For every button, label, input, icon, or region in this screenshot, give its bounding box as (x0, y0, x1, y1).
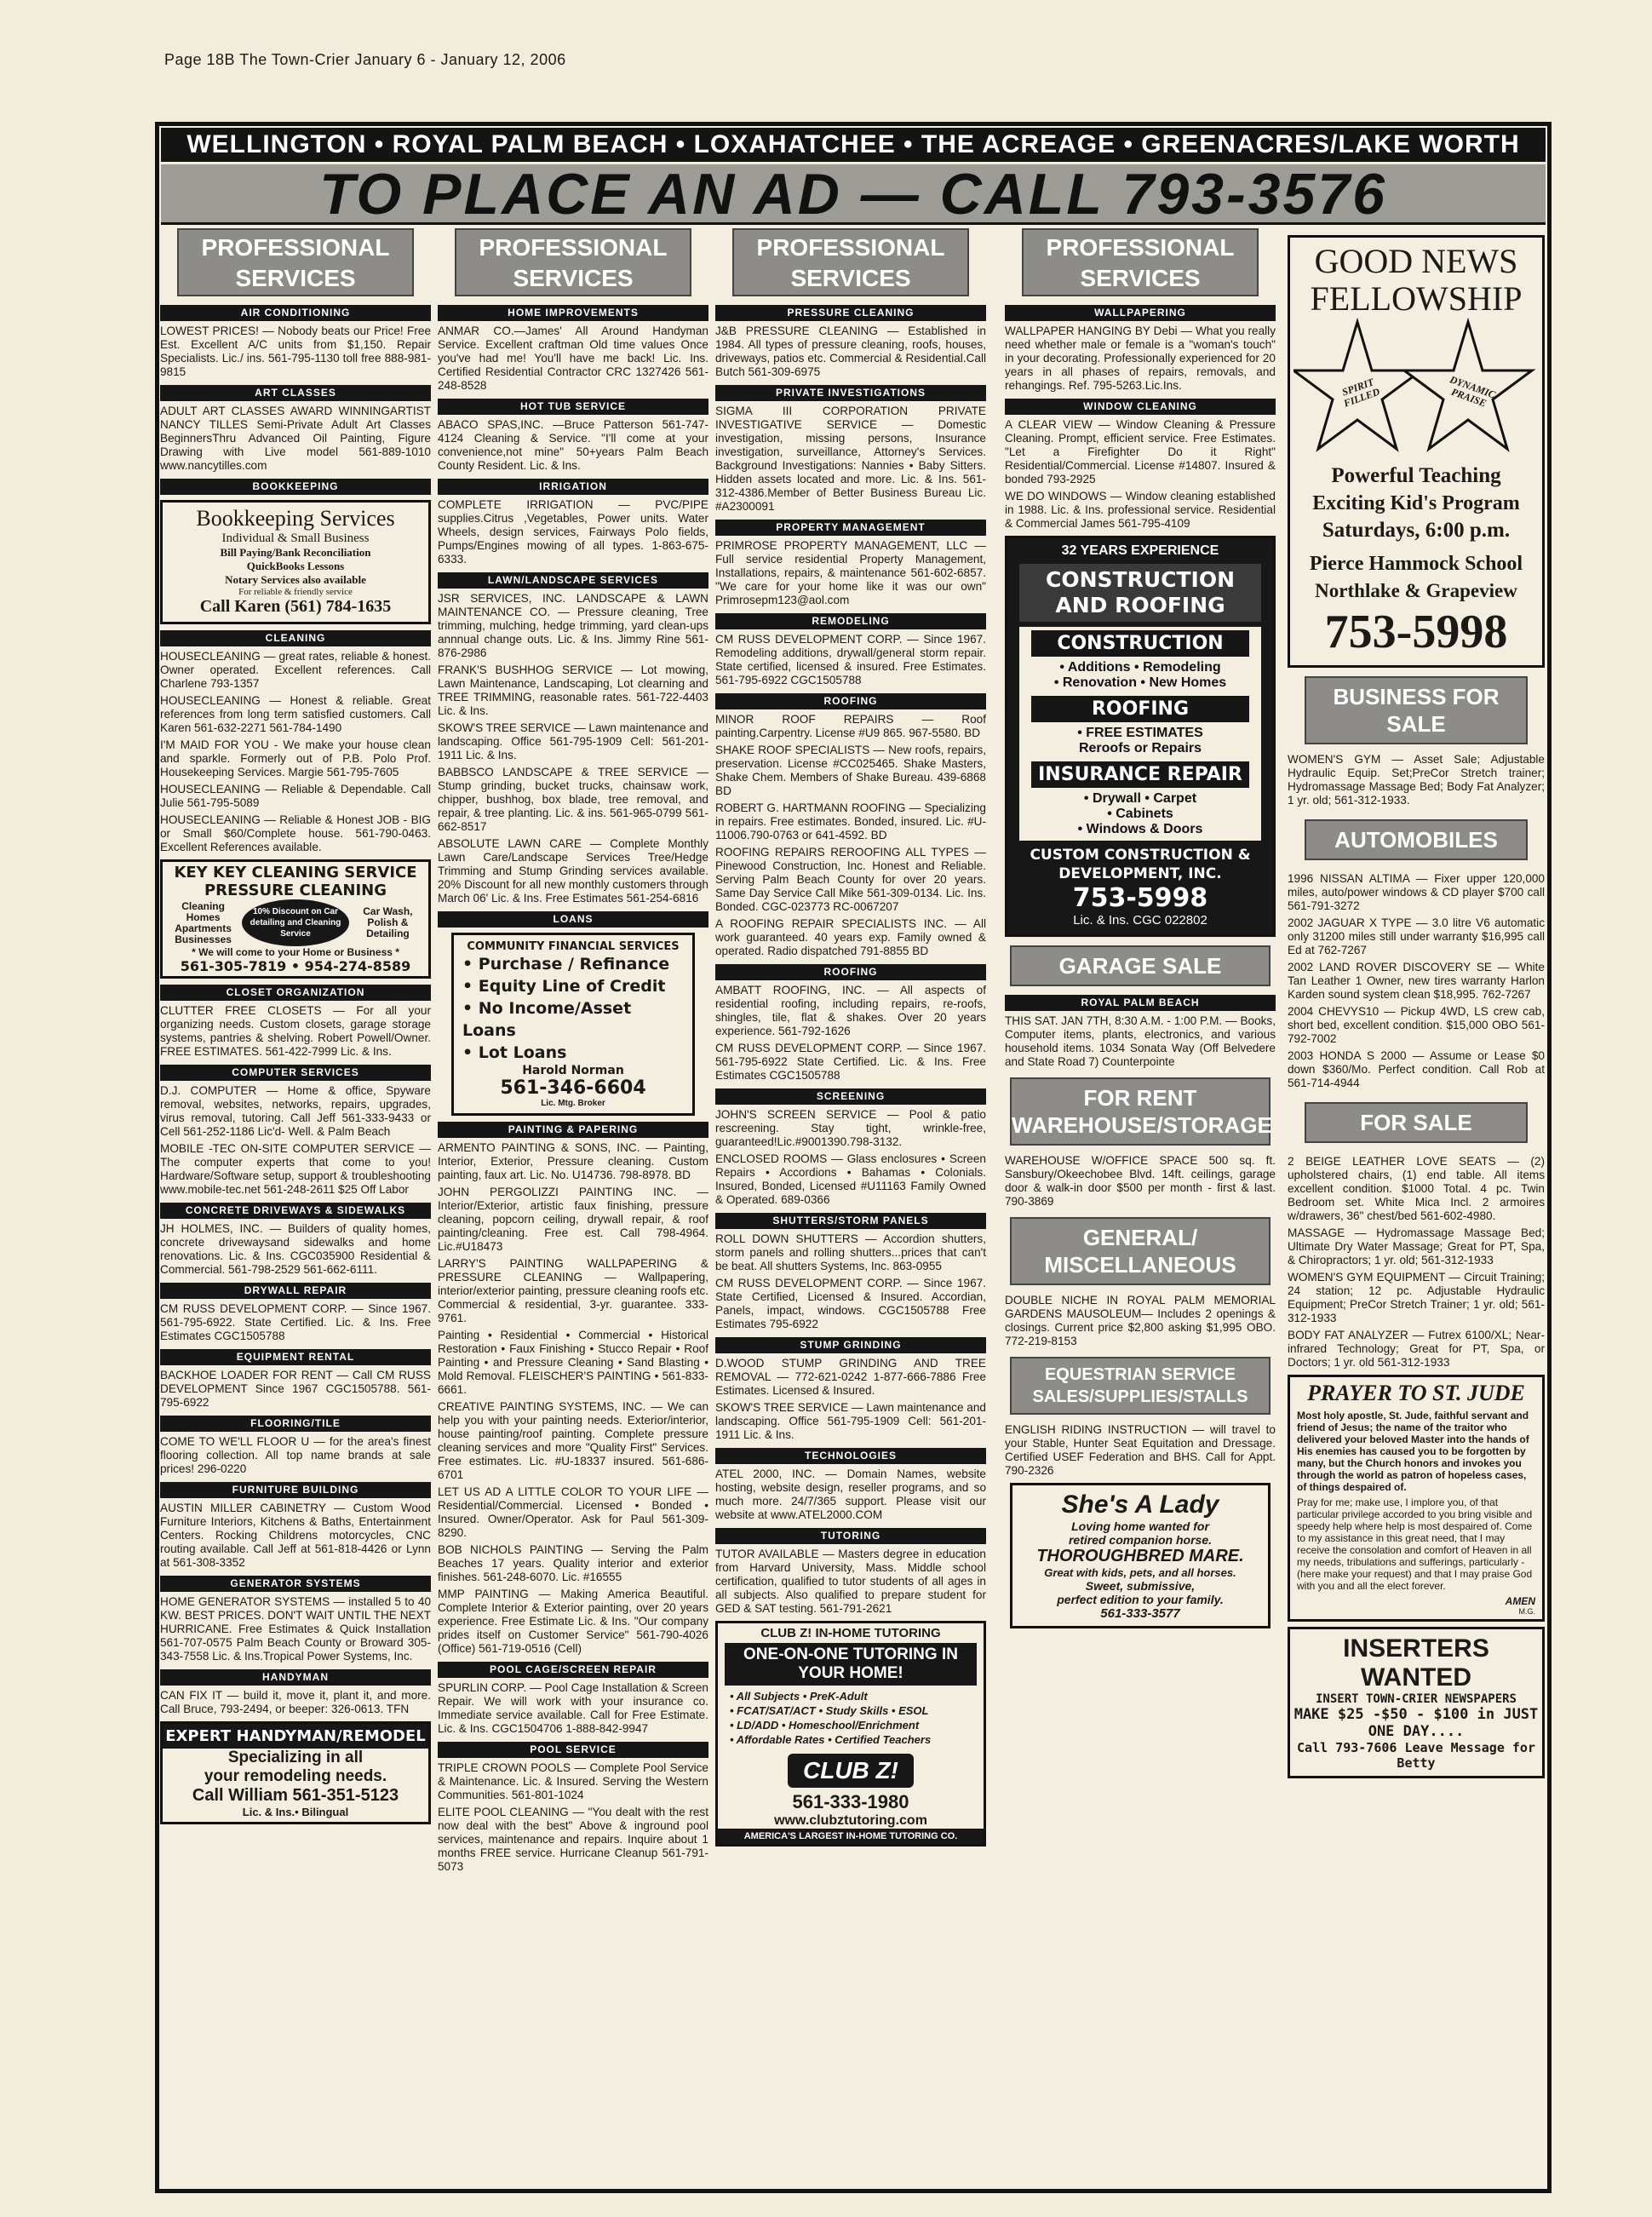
star-icon (1293, 318, 1540, 462)
classified-ad: CLUTTER FREE CLOSETS — For all your organizing needs. Custom closets, garage storage systems, pantries & shelving. Robert Powell/Owner. FREE ESTIMATES. 561-422-7999 Lic. & Ins. (160, 1004, 431, 1058)
section-heading: WINDOW CLEANING (1005, 399, 1276, 415)
section-heading: SHUTTERS/STORM PANELS (715, 1213, 986, 1229)
ad-website: www.clubztutoring.com (774, 1813, 927, 1828)
classified-ad: JH HOLMES, INC. — Builders of quality homes, concrete drivewaysand sidewalks and home renovations. Lic. & Ins. CGC035900 Residential & Commercial. 561-798-2529 561-662-6111. (160, 1222, 431, 1276)
section-heading: TUTORING (715, 1528, 986, 1544)
ad-line: Northlake & Grapeview (1315, 580, 1517, 601)
column-4 (1005, 228, 1276, 2187)
club-z-logo: CLUB Z! (788, 1754, 914, 1788)
professional-services-banner: PROFESSIONAL SERVICES (177, 228, 414, 296)
classified-ad: WALLPAPER HANGING BY Debi — What you really need whether male or female is a "woman's touch" in your decorating. Professionally experienced for 20 years in all phases of repairs, removals, and rehangings. Ref. 795-5263.Lic.Ins. (1005, 325, 1276, 392)
ad-line: • Equity Line of Credit (462, 977, 666, 996)
section-heading: SCREENING (715, 1088, 986, 1105)
section-heading: STUMP GRINDING (715, 1337, 986, 1353)
section-heading: FURNITURE BUILDING (160, 1482, 431, 1498)
section-heading: HANDYMAN (160, 1669, 431, 1686)
equestrian-banner: EQUESTRIAN SERVICE SALES/SUPPLIES/STALLS (1010, 1357, 1271, 1415)
inserters-wanted-ad (1288, 1627, 1545, 1778)
ad-line: Call 793-7606 Leave Message for Betty (1297, 1740, 1535, 1771)
classified-ad: MASSAGE — Hydromassage Massage Bed; Ultimate Dry Water Massage; Great for PT, Spa, & Chiropractors; 1 yr. old; 561-312-1933 (1288, 1226, 1545, 1266)
classified-ad: CAN FIX IT — build it, move it, plant it, and more. Call Bruce, 793-2494, or beeper: 326-0613. TFN (160, 1689, 431, 1715)
classified-ad: ELITE POOL CLEANING — "You dealt with the rest now deal with the best" Above & inground pool services, maintenance and repairs. Inquire about 1 months FREE service. Hurricane Cleanup 561-791-5073 (438, 1806, 708, 1873)
column-1 (160, 228, 431, 2187)
section-heading: CLOSET ORGANIZATION (160, 985, 431, 1001)
ad-line: • Windows & Doors (1077, 822, 1203, 836)
column-3 (715, 228, 986, 2187)
prayer-st-jude-ad (1288, 1375, 1545, 1622)
ad-heading: CONSTRUCTION (1031, 630, 1249, 657)
section-heading: DRYWALL REPAIR (160, 1283, 431, 1299)
classified-ad: D.WOOD STUMP GRINDING AND TREE REMOVAL — 772-621-0242 1-877-666-7886 Free Estimates. Licensed & Insured. (715, 1357, 986, 1397)
ad-line: Specializing in all (227, 1749, 364, 1766)
section-heading: IRRIGATION (438, 479, 708, 495)
ad-title: INSERTERS (1343, 1634, 1489, 1663)
ad-line: Lic. Mtg. Broker (541, 1099, 605, 1108)
classified-ad: ANMAR CO.—James' All Around Handyman Service. Excellent craftman Old time values Once you've had me! You'll have me back! Lic. Ins. Certified Residential Contractor CRC 1327426 561-248-8528 (438, 325, 708, 392)
classified-ad: COMPLETE IRRIGATION — PVC/PIPE supplies.Citrus ,Vegetables, Power units. Water Wheels, design services, Fairways Polo fields, Pumps/Engines mowing of all types. 1-863-675-6333. (438, 498, 708, 566)
ad-line: For reliable & friendly service (238, 587, 353, 597)
professional-services-banner: PROFESSIONAL SERVICES (455, 228, 691, 296)
ad-line: QuickBooks Lessons (246, 560, 345, 572)
ad-phone: Call William 561-351-5123 (192, 1786, 399, 1805)
classified-ad: ABSOLUTE LAWN CARE — Complete Monthly Lawn Care/Landscape Services Tree/Hedge Trimming and Stump Grinding services available. 20% Discount for all new monthly customers through March 06' Lic. & Ins. Free Estimates 561-254-6816 (438, 837, 708, 905)
ad-line: • Renovation • New Homes (1053, 675, 1227, 690)
ad-heading: ROOFING (1031, 696, 1249, 722)
classified-ad: ROBERT G. HARTMANN ROOFING — Specializing in repairs. Free estimates. Bonded, insured. Lic. #U-11006.790-0763 or 641-4592. BD (715, 801, 986, 841)
classified-ad: SKOW'S TREE SERVICE — Lawn maintenance and landscaping. Office 561-795-1909 Cell: 561-201-1911 Lic. & Ins. (715, 1401, 986, 1441)
key-key-cleaning-ad (160, 859, 431, 979)
ad-title: EXPERT HANDYMAN/REMODEL (163, 1724, 428, 1749)
classified-ad: HOUSECLEANING — Honest & reliable. Great references from long term satisfied customers. Call Karen 561-632-2271 561-784-1490 (160, 694, 431, 734)
ad-company: CUSTOM CONSTRUCTION & DEVELOPMENT, INC. (1030, 847, 1251, 882)
ad-line: Individual & Small Business (221, 531, 370, 545)
section-heading: ROYAL PALM BEACH (1005, 995, 1276, 1011)
section-heading: WALLPAPERING (1005, 305, 1276, 321)
ad-title: FELLOWSHIP (1310, 279, 1523, 318)
classified-ad: I'M MAID FOR YOU - We make your house clean and sparkle. Formerly out of P.B. Polo Prof. Housekeeping Services. Margie 561-795-7605 (160, 738, 431, 778)
classified-ad: WAREHOUSE W/OFFICE SPACE 500 sq. ft. Sansbury/Okeechobee Blvd. 14ft. ceilings, garage door & walk-in door $500 per month - first & last. 790-3869 (1005, 1154, 1276, 1208)
ad-phone: Call Karen (561) 784-1635 (199, 597, 392, 616)
classified-ad: SIGMA III CORPORATION PRIVATE INVESTIGATIVE SERVICE — Domestic investigation, missing persons, Insurance investigation, surveillance, Attorney's Services. Background Investigations: Nannies • Baby Sitters. Hidden assets located and more. Lic. & Ins. 561-312-4386.Member of Better Business Bureau Lic. #A2300091 (715, 405, 986, 513)
ad-title: WANTED (1361, 1663, 1471, 1691)
section-heading: HOT TUB SERVICE (438, 399, 708, 415)
ad-line: • All Subjects • PreK-Adult (730, 1690, 868, 1703)
classified-ad: BODY FAT ANALYZER — Futrex 6100/XL; Near-infrared Technology; Great for PT, Spa, or Doctors; 1 yr. old 561-312-1933 (1288, 1329, 1545, 1369)
ad-line: • FREE ESTIMATES (1077, 726, 1203, 740)
classified-ad: 2003 HONDA S 2000 — Assume or Lease $0 down $360/Mo. Perfect condition. Call Rob at 561-714-4944 (1288, 1049, 1545, 1089)
section-heading: PAINTING & PAPERING (438, 1122, 708, 1138)
column-2 (438, 228, 708, 2187)
classified-ad: JOHN PERGOLIZZI PAINTING INC. — Interior/Exterior, artistic faux finishing, pressure cleaning, popcorn ceiling, drywall repair, & roof painting/cleaning. Free est. Call 798-4964. Lic.#U18473 (438, 1186, 708, 1253)
section-heading: LOANS (438, 911, 708, 928)
ad-phone: 561-346-6604 (500, 1077, 646, 1099)
ad-line: Bill Paying/Bank Reconciliation (220, 546, 371, 559)
classified-ad: HOUSECLEANING — Reliable & Honest JOB - BIG or Small $60/Complete house. 561-790-0463. Excellent References available. (160, 813, 431, 853)
section-heading: REMODELING (715, 613, 986, 629)
professional-services-banner: PROFESSIONAL SERVICES (732, 228, 969, 296)
ad-tagline: 32 YEARS EXPERIENCE (1061, 543, 1219, 558)
ad-phone: 561-305-7819 • 954-274-8589 (180, 958, 411, 974)
classified-ad: MMP PAINTING — Making America Beautiful. Complete Interior & Exterior painting, over 20 years experience. Free Estimate Lic. & Ins. "Our company prides itself on Customer Service" 561-790-4026 (Office) 561-719-0516 (Cell) (438, 1588, 708, 1655)
classified-ad: Painting • Residential • Commercial • Historical Restoration • Faux Finishing • Stucco Repair • Roof Painting • and Pressure Cleaning • Sand Blasting • Mold Removal. FLEISCHER'S PAINTING • 561-833-6661. (438, 1329, 708, 1396)
section-heading: PRIVATE INVESTIGATIONS (715, 385, 986, 401)
page-folio: Page 18B The Town-Crier January 6 - January 12, 2006 (164, 51, 566, 68)
club-z-tutoring-ad (715, 1621, 986, 1847)
ad-line: • Affordable Rates • Certified Teachers (730, 1733, 932, 1746)
classified-ad: BOB NICHOLS PAINTING — Serving the Palm Beaches 17 years. Quality interior and exterior finishes. 561-248-6070. Lic. #16555 (438, 1543, 708, 1583)
ad-line: INSERT TOWN-CRIER NEWSPAPERS (1315, 1692, 1517, 1706)
classified-ad: WOMEN'S GYM — Asset Sale; Adjustable Hydraulic Equip. Set;PreCor Stretch trainer; Hydromassage Massage Bed; Body Fat Analyzer; 1 yr. old; 561-312-1933. (1288, 753, 1545, 807)
garage-sale-banner: GARAGE SALE (1010, 945, 1271, 986)
ad-line: Exciting Kid's Program (1312, 492, 1520, 514)
classified-ad: A CLEAR VIEW — Window Cleaning & Pressure Cleaning. Prompt, efficient service. Free Estimates. "Let a Firefighter Do it Right" Residential/Commercial. License #14807. Insured & bonded 793-2925 (1005, 418, 1276, 485)
classified-ad: JSR SERVICES, INC. LANDSCAPE & LAWN MAINTENANCE CO. — Pressure cleaning, Tree trimming, mulching, hedge trimming, yard clean-ups annnual change outs. Lic. & Ins. Jimmy Rine 561-876-2986 (438, 592, 708, 659)
ad-phone: 753-5998 (1072, 883, 1208, 913)
classified-ad: CREATIVE PAINTING SYSTEMS, INC. — We can help you with your painting needs. Exterior/interior, house painting/roof painting. Complete pressure cleaning services and more "Quality First" Services. Free estimates. Lic. #U-18337 insured. 561-686-6701 (438, 1400, 708, 1481)
classified-ad: CM RUSS DEVELOPMENT CORP. — Since 1967. Remodeling additions, drywall/general storm repair. State certified, licensed & insured. Free Estimates. 561-795-6922 CGC1505788 (715, 633, 986, 686)
section-heading: POOL SERVICE (438, 1742, 708, 1758)
ad-footer: AMERICA'S LARGEST IN-HOME TUTORING CO. (718, 1829, 984, 1844)
classified-ad: AMBATT ROOFING, INC. — All aspects of residential roofing, including repairs, re-roofs, shingles, tile, flat & shakes. Over 20 years experience. 561-792-1626 (715, 984, 986, 1037)
star-label: SPIRIT FILLED (1340, 376, 1382, 410)
ad-line: • FCAT/SAT/ACT • Study Skills • ESOL (730, 1704, 929, 1717)
classified-ad: HOUSECLEANING — Reliable & Dependable. Call Julie 561-795-5089 (160, 783, 431, 809)
prayer-text: Most holy apostle, St. Jude, faithful servant and friend of Jesus; the name of the traitor who delivered your beloved Master into the hands of His enemies has caused you to be forgotten by many, but the Church honors and invokes you through the world as patron of hopeless cases, of things despaired of. (1297, 1410, 1529, 1493)
classified-ad: TRIPLE CROWN POOLS — Complete Pool Service & Maintenance. Lic. & Insured. Serving the Western Communities. 561-801-1024 (438, 1761, 708, 1801)
section-heading: POOL CAGE/SCREEN REPAIR (438, 1662, 708, 1678)
classified-ad: ENGLISH RIDING INSTRUCTION — will travel to your Stable, Hunter Seat Equitation and Dressage. Certified USEF Federation and BHS. Call for Appt. 790-2326 (1005, 1423, 1276, 1477)
ad-line: • Additions • Remodeling (1059, 660, 1221, 675)
discount-badge: 10% Discount on Car detailing and Cleaning Service (242, 899, 349, 946)
section-heading: PRESSURE CLEANING (715, 305, 986, 321)
section-heading: AIR CONDITIONING (160, 305, 431, 321)
classified-ad: HOUSECLEANING — great rates, reliable & honest. Owner operated. Excellent references. Call Charlene 793-1357 (160, 650, 431, 690)
classified-ad: SPURLIN CORP. — Pool Cage Installation & Screen Repair. We will work with your insurance co. Immediate service available. Call for Free Estimate. Lic. & Ins. CGC1504706 1-888-842-9947 (438, 1681, 708, 1735)
ad-line: Great with kids, pets, and all horses. (1044, 1566, 1236, 1579)
section-heading: FLOORING/TILE (160, 1416, 431, 1432)
ad-line: • LD/ADD • Homeschool/Enrichment (730, 1719, 920, 1732)
ad-line: THOROUGHBRED MARE. (1036, 1547, 1244, 1565)
classified-ad: LOWEST PRICES! — Nobody beats our Price! Free Est. Excellent A/C units from $1,150. Repair Specialists. Lic./ ins. 561-795-1130 toll free 888-981-9815 (160, 325, 431, 378)
classified-ad: JOHN'S SCREEN SERVICE — Pool & patio rescreening. Stay tight, wrinkle-free, guaranteed!Lic.#9001390.798-3132. (715, 1108, 986, 1148)
ad-line: Saturdays, 6:00 p.m. (1322, 519, 1511, 542)
classified-ad: COME TO WE'LL FLOOR U — for the area's finest flooring collection. All top name brands at sale prices! 296-0220 (160, 1435, 431, 1475)
ad-line: • Lot Loans (462, 1043, 567, 1062)
ad-line: MAKE $25 -$50 - $100 in JUST ONE DAY.... (1293, 1706, 1539, 1740)
for-sale-banner: FOR SALE (1305, 1102, 1528, 1143)
column-5 (1288, 228, 1545, 2187)
ad-line: Notary Services also available (225, 573, 366, 586)
section-heading: GENERATOR SYSTEMS (160, 1576, 431, 1592)
ad-note: * We will come to your Home or Business * (192, 946, 399, 958)
classified-ad: SKOW'S TREE SERVICE — Lawn maintenance and landscaping. Office 561-795-1909 Cell: 561-201-1911 Lic. & Ins. (438, 721, 708, 761)
section-heading: ROOFING (715, 964, 986, 980)
section-heading: COMPUTER SERVICES (160, 1065, 431, 1081)
professional-services-banner: PROFESSIONAL SERVICES (1022, 228, 1259, 296)
loans-display-ad (451, 933, 695, 1116)
bookkeeping-display-ad (160, 500, 431, 624)
section-heading: CONCRETE DRIVEWAYS & SIDEWALKS (160, 1203, 431, 1219)
classified-ad: CM RUSS DEVELOPMENT CORP. — Since 1967. State Certified, Licensed & Insured. Accordian, Panels, impact, windows. CGC1505788 Free Estimates 795-6922 (715, 1277, 986, 1330)
classified-ad: AUSTIN MILLER CABINETRY — Custom Wood Furniture Interiors, Kitchens & Baths, Entertainment Centers. Rocking Childrens motorcycles, CNC routing available. Call Jeff at 561-818-4426 or Lynn at 561-308-3352 (160, 1502, 431, 1569)
classified-ad: ROOFING REPAIRS REROOFING ALL TYPES — Pinewood Construction, Inc. Honest and Reliable. Serving Palm Beach County for over 20 years. Same Day Service Call Mike 561-309-0134. Lic. Ins. Bonded. CGC-023773 RC-0067207 (715, 846, 986, 913)
section-heading: BOOKKEEPING (160, 479, 431, 495)
ad-phone: 561-333-1980 (792, 1791, 909, 1812)
section-heading: ROOFING (715, 693, 986, 709)
classified-ad: MOBILE -TEC ON-SITE COMPUTER SERVICE — The computer experts that come to you! Hardware/Software setup, support & troubleshooting www.mobile-tec.net 561-248-2611 $25 Off Labor (160, 1142, 431, 1196)
ad-line: your remodeling needs. (204, 1767, 387, 1785)
classified-ad: D.J. COMPUTER — Home & office, Spyware removal, websites, networks, repairs, upgrades, virus removal, tutoring. Call Jeff 561-333-9433 or Cell 561-252-1186 Lic'd- Well. & Palm Beach (160, 1084, 431, 1138)
classified-ad: HOME GENERATOR SYSTEMS — installed 5 to 40 KW. BEST PRICES. DON'T WAIT UNTIL THE NEXT HURRICANE. Free Estimates & Quick Installation 561-707-0575 Palm Beach County or Broward 305-343-7558 Lic. & Ins.Tropical Power Systems, Inc. (160, 1595, 431, 1663)
ad-line: Reroofs or Repairs (1078, 741, 1202, 755)
ad-line: retired companion horse. (1068, 1533, 1213, 1547)
classified-ad: LET US AD A LITTLE COLOR TO YOUR LIFE — Residential/Commercial. Licensed • Bonded • Insured. Owner/Operator. Ask for Paul 561-309-8290. (438, 1485, 708, 1539)
ad-services: Cleaning Homes Apartments Businesses (175, 899, 232, 945)
classified-ad: CM RUSS DEVELOPMENT CORP. — Since 1967. 561-795-6922. State Certified. Lic. & Ins. Free Estimates CGC1505788 (160, 1302, 431, 1342)
classified-ad: ADULT ART CLASSES AWARD WINNINGARTIST NANCY TILLES Semi-Private Adult Art Classes BeginnersThru Advanced Oil Painting, Figure Drawing with Live model 561-889-1010 www.nancytilles.com (160, 405, 431, 472)
classified-ad: ABACO SPAS,INC. —Bruce Patterson 561-747-4124 Cleaning & Service. "I'll come at your convenience,not mine" 50+years Palm Beach County Resident. Lic. & Ins. (438, 418, 708, 472)
classified-ad: BACKHOE LOADER FOR RENT — Call CM RUSS DEVELOPMENT Since 1967 CGC1505788. 561-795-6922 (160, 1369, 431, 1409)
automobiles-banner: AUTOMOBILES (1305, 819, 1528, 860)
classified-ad: ROLL DOWN SHUTTERS — Accordion shutters, storm panels and rolling shutters...prices that can't be beat. All shutters Systems, Inc. 863-0955 (715, 1232, 986, 1272)
classified-ad: LARRY'S PAINTING WALLPAPERING & PRESSURE CLEANING — Wallpapering, interior/exterior painting, pressure cleaning roofs etc. Commercial & residential, 3-yr. guarantee. 333-9761. (438, 1257, 708, 1324)
ad-title: CLUB Z! IN-HOME TUTORING (760, 1626, 941, 1640)
classified-ad: A ROOFING REPAIR SPECIALISTS INC. — All work guaranteed. 40 years exp. Family owned & operated. Radio dispatched 791-8855 BD (715, 917, 986, 957)
prayer-initials: M.G. (1518, 1607, 1535, 1616)
handyman-display-ad (160, 1721, 431, 1824)
classified-ad: SHAKE ROOF SPECIALISTS — New roofs, repairs, preservation. License #CC025465. Shake Masters, Shake Chem. Members of Shake Bureau. 439-6868 BD (715, 744, 986, 797)
prayer-amen: AMEN (1505, 1595, 1535, 1607)
ad-line: • Drywall • Carpet (1083, 791, 1197, 806)
classified-ad: WE DO WINDOWS — Window cleaning established in 1988. Lic. & Ins. professional service. Residential & Commercial James 561-795-4109 (1005, 490, 1276, 530)
section-heading: LAWN/LANDSCAPE SERVICES (438, 572, 708, 589)
ad-phone: 753-5998 (1324, 606, 1508, 658)
stars-graphic (1293, 318, 1539, 462)
ad-title: PRAYER TO ST. JUDE (1307, 1381, 1525, 1405)
ad-heading: INSURANCE REPAIR (1031, 761, 1249, 788)
business-for-sale-banner: BUSINESS FOR SALE (1305, 676, 1528, 744)
ad-title: KEY KEY CLEANING SERVICE (174, 864, 417, 882)
classified-ad: 2 BEIGE LEATHER LOVE SEATS — (2) upholstered chairs, (1) end table. All items excellent condition. $1000 Total. 4 pc. Twin Bedroom set. White Mica Incl. 2 armoires w/drawers, 36" chest/bed 561-602-4980. (1288, 1155, 1545, 1222)
ad-line: Loving home wanted for (1071, 1519, 1209, 1533)
classified-ad: TUTOR AVAILABLE — Masters degree in education from Harvard University, Mass. Middle school certification, qualified to tutor students of all ages in all subjects. Also qualified to prepare student for GED & SAT testing. 561-791-2621 (715, 1548, 986, 1615)
section-heading: PROPERTY MANAGEMENT (715, 520, 986, 536)
classified-ad: 2002 LAND ROVER DISCOVERY SE — White Tan Leather 1 Owner, new tires warranty Harlon Karden sound system clean $18,995. 762-7267 (1288, 961, 1545, 1001)
classified-ad: MINOR ROOF REPAIRS — Roof painting.Carpentry. License #U9 865. 967-5580. BD (715, 713, 986, 739)
ad-line: • Cabinets (1107, 807, 1173, 821)
classified-ad: ENCLOSED ROOMS — Glass enclosures • Screen Repairs • Accordions • Bahamas • Colonials. Insured, Bonded, Licensed #U11163 Family Owned & Operated. 689-0366 (715, 1152, 986, 1206)
prayer-text: Pray for me; make use, I implore you, of that particular privilege accorded to you bring visible and speedy help where help is most despaired of. Come to my assistance in this great need, that I may receive the consolation and comfort of Heaven in all my needs, tribulations and sufferings, particularly - (here make your request) and that I may praise God with you and all the elect forever. (1297, 1496, 1533, 1592)
classified-ad: WOMEN'S GYM EQUIPMENT — Circuit Training; 24 station; 12 pc. Adjustable Hydraulic Equipment; PreCor Stretch Trainer; 1 yr. old; 561-312-1933 (1288, 1271, 1545, 1324)
ad-services: Car Wash, Polish & Detailing (363, 905, 413, 939)
classified-ad: CM RUSS DEVELOPMENT CORP. — Since 1967. 561-795-6922 State Certified. Lic. & Ins. Free Estimates CGC1505788 (715, 1042, 986, 1082)
classified-ad: 1996 NISSAN ALTIMA — Fixer upper 120,000 miles, auto/power windows & CD player $700 call 561-791-3272 (1288, 872, 1545, 912)
star-label: DYNAMIC PRAISE (1448, 373, 1498, 410)
place-ad-header: TO PLACE AN AD — CALL 793-3576 (161, 164, 1546, 225)
ad-license: Lic. & Ins. CGC 022802 (1073, 913, 1207, 928)
ad-line: Sweet, submissive, (1085, 1579, 1196, 1593)
ad-line: • Purchase / Refinance (462, 955, 670, 974)
section-heading: CLEANING (160, 630, 431, 646)
ad-line: Pierce Hammock School (1309, 553, 1523, 575)
classified-ad: THIS SAT. JAN 7TH, 8:30 A.M. - 1:00 P.M. — Books, Computer items, plants, electronics, and various household items. 1034 Sonata Way (Off Belvedere and State Road 7) Counterpointe (1005, 1014, 1276, 1068)
ad-line: perfect edition to your family. (1057, 1593, 1224, 1606)
classified-ad: PRIMROSE PROPERTY MANAGEMENT, LLC — Full service residential Property Management, Installations, repairs, & maintenance 561-602-6857. "We care for your home like it was our own" Primrosepm123@aol.com (715, 539, 986, 606)
for-rent-banner: FOR RENT WAREHOUSE/STORAGE (1010, 1077, 1271, 1146)
section-heading: TECHNOLOGIES (715, 1448, 986, 1464)
classified-ad: FRANK'S BUSHHOG SERVICE — Lot mowing, Lawn Maintenance, Landscaping, Lot clearning and TREE TRIMMING, reasonable rates. 561-722-4403 Lic. & Ins. (438, 663, 708, 717)
classified-ad: ATEL 2000, INC. — Domain Names, website hosting, website design, reseller programs, and so much more. 24/7/365 support. Please visit our website at www.ATEL2000.COM (715, 1467, 986, 1521)
ad-subtitle: PRESSURE CLEANING (204, 882, 387, 899)
classified-ad: J&B PRESSURE CLEANING — Established in 1984. All types of pressure cleaning, roofs, houses, driveways, patios etc. Commercial & Residential.Call Butch 561-309-6975 (715, 325, 986, 378)
construction-roofing-ad (1005, 536, 1276, 937)
ad-title: GOOD NEWS (1314, 242, 1518, 280)
classified-ad: 2002 JAGUAR X TYPE — 3.0 litre V6 automatic only 31200 miles still under warranty $16,995 call Ed at 762-7267 (1288, 916, 1545, 956)
ad-title: CONSTRUCTION AND ROOFING (1019, 564, 1261, 622)
classified-ad: 2004 CHEVYS10 — Pickup 4WD, LS crew cab, short bed, excellent condition. $15,000 OBO 561-792-7002 (1288, 1005, 1545, 1045)
ad-line: Powerful Teaching (1331, 464, 1501, 487)
classified-ad: ARMENTO PAINTING & SONS, INC. — Painting, Interior, Exterior, Pressure cleaning. Custom painting, faux art. Lic. No. U14736. 798-8978. BD (438, 1141, 708, 1181)
good-news-fellowship-ad (1288, 235, 1545, 668)
classified-ad: BABBSCO LANDSCAPE & TREE SERVICE — Stump grinding, bucket trucks, chainsaw work, chipper, bushhog, box blade, tree removal, and repair, & tree planting. Lic. & ins. 561-965-0799 561-662-8517 (438, 766, 708, 833)
section-heading: HOME IMPROVEMENTS (438, 305, 708, 321)
general-misc-banner: GENERAL/ MISCELLANEOUS (1010, 1217, 1271, 1285)
ad-line: • No Income/Asset Loans (462, 999, 632, 1040)
towns-header: WELLINGTON • ROYAL PALM BEACH • LOXAHATCHEE • THE ACREAGE • GREENACRES/LAKE WORTH (161, 128, 1546, 162)
shes-a-lady-ad (1010, 1483, 1271, 1628)
ad-phone: 561-333-3577 (1100, 1606, 1180, 1621)
ad-contact-name: Harold Norman (522, 1064, 624, 1077)
section-heading: ART CLASSES (160, 385, 431, 401)
ad-title: COMMUNITY FINANCIAL SERVICES (467, 940, 680, 953)
classified-ad: DOUBLE NICHE IN ROYAL PALM MEMORIAL GARDENS MAUSOLEUM— Includes 2 openings & closings. Current price $2,800 asking $1,995 OBO. 772-219-8153 (1005, 1294, 1276, 1347)
ad-headline: ONE-ON-ONE TUTORING IN YOUR HOME! (725, 1643, 977, 1686)
ad-title: She's A Lady (1061, 1490, 1219, 1519)
ad-title: Bookkeeping Services (196, 506, 395, 531)
section-heading: EQUIPMENT RENTAL (160, 1349, 431, 1365)
ad-line: Lic. & Ins.• Bilingual (242, 1806, 349, 1818)
